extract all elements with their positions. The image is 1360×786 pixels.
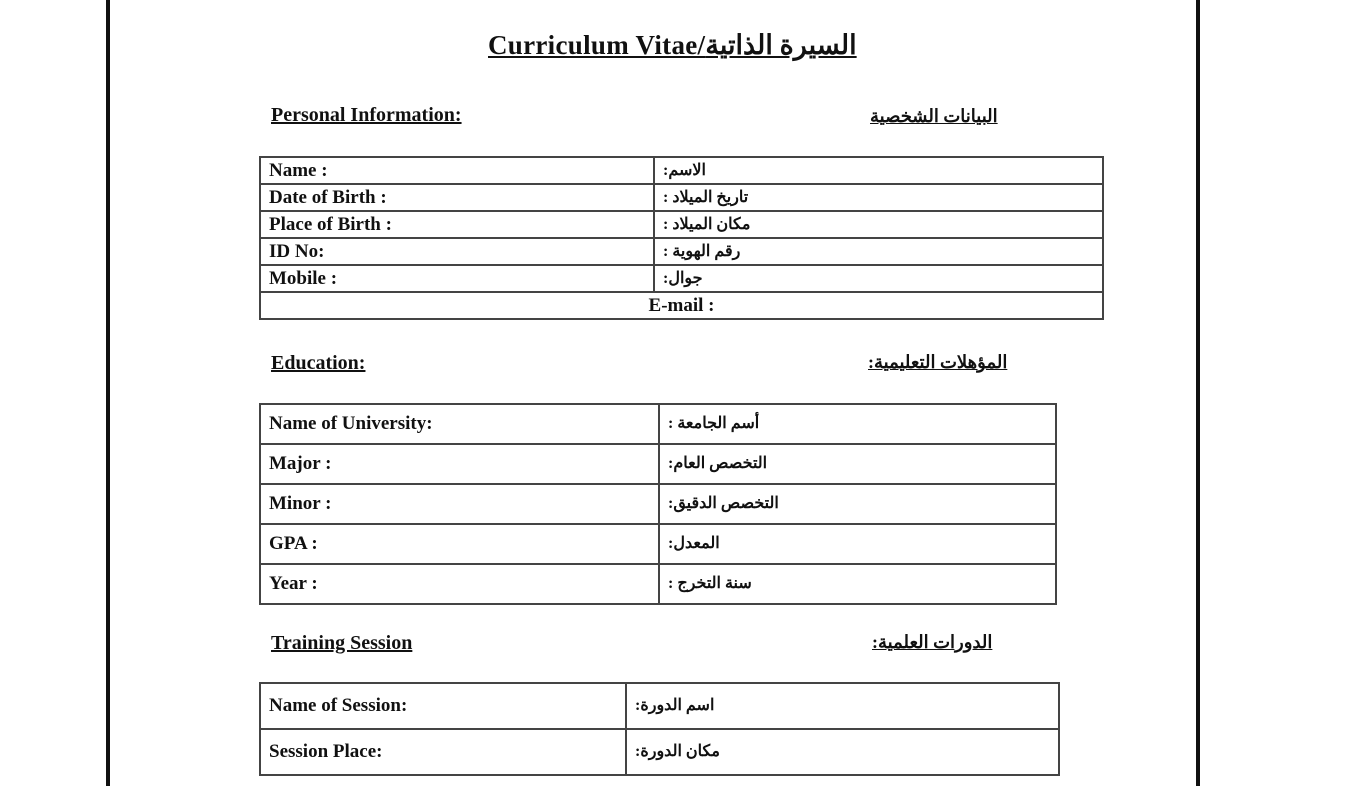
name-label-ar: الاسم:: [654, 157, 1103, 184]
major-label: Major :: [260, 444, 659, 484]
gpa-label: GPA :: [260, 524, 659, 564]
dob-label-ar: تاريخ الميلاد :: [654, 184, 1103, 211]
table-row: [260, 444, 1056, 484]
table-row: [260, 729, 1059, 775]
pob-label-ar: مكان الميلاد :: [654, 211, 1103, 238]
training-table: [259, 682, 1060, 776]
document-title: Curriculum Vitae/السيرة الذاتية: [488, 30, 857, 60]
table-row: [260, 238, 1103, 265]
table-row: [260, 157, 1103, 184]
training-heading-ar: الدورات العلمية:: [872, 632, 993, 652]
mobile-label-ar: جوال:: [654, 265, 1103, 292]
university-label-ar: أسم الجامعة :: [659, 404, 1056, 444]
university-label: Name of University:: [260, 404, 659, 444]
personal-heading-ar: البيانات الشخصية: [870, 106, 998, 126]
mobile-label: Mobile :: [260, 265, 654, 292]
personal-info-table: [259, 156, 1104, 320]
session-name-label-ar: اسم الدورة:: [626, 683, 1059, 729]
name-label: Name :: [260, 157, 654, 184]
table-row: [260, 404, 1056, 444]
dob-label: Date of Birth :: [260, 184, 654, 211]
pob-label: Place of Birth :: [260, 211, 654, 238]
email-label: E-mail :: [260, 292, 1103, 319]
table-row: [260, 184, 1103, 211]
table-row: [260, 211, 1103, 238]
gpa-label-ar: المعدل:: [659, 524, 1056, 564]
id-label-ar: رقم الهوية :: [654, 238, 1103, 265]
session-name-label: Name of Session:: [260, 683, 626, 729]
year-label-ar: سنة التخرج :: [659, 564, 1056, 604]
table-row: [260, 484, 1056, 524]
training-heading-en: Training Session: [271, 632, 413, 654]
minor-label: Minor :: [260, 484, 659, 524]
table-row: [260, 524, 1056, 564]
session-place-label: Session Place:: [260, 729, 626, 775]
table-row: [260, 564, 1056, 604]
education-heading-ar: المؤهلات التعليمية:: [868, 352, 1008, 372]
minor-label-ar: التخصص الدقيق:: [659, 484, 1056, 524]
education-heading-en: Education:: [271, 352, 366, 374]
personal-heading-en: Personal Information:: [271, 104, 462, 126]
education-table: [259, 403, 1057, 605]
major-label-ar: التخصص العام:: [659, 444, 1056, 484]
year-label: Year :: [260, 564, 659, 604]
session-place-label-ar: مكان الدورة:: [626, 729, 1059, 775]
table-row: [260, 265, 1103, 292]
id-label: ID No:: [260, 238, 654, 265]
table-row: [260, 683, 1059, 729]
table-row: [260, 292, 1103, 319]
